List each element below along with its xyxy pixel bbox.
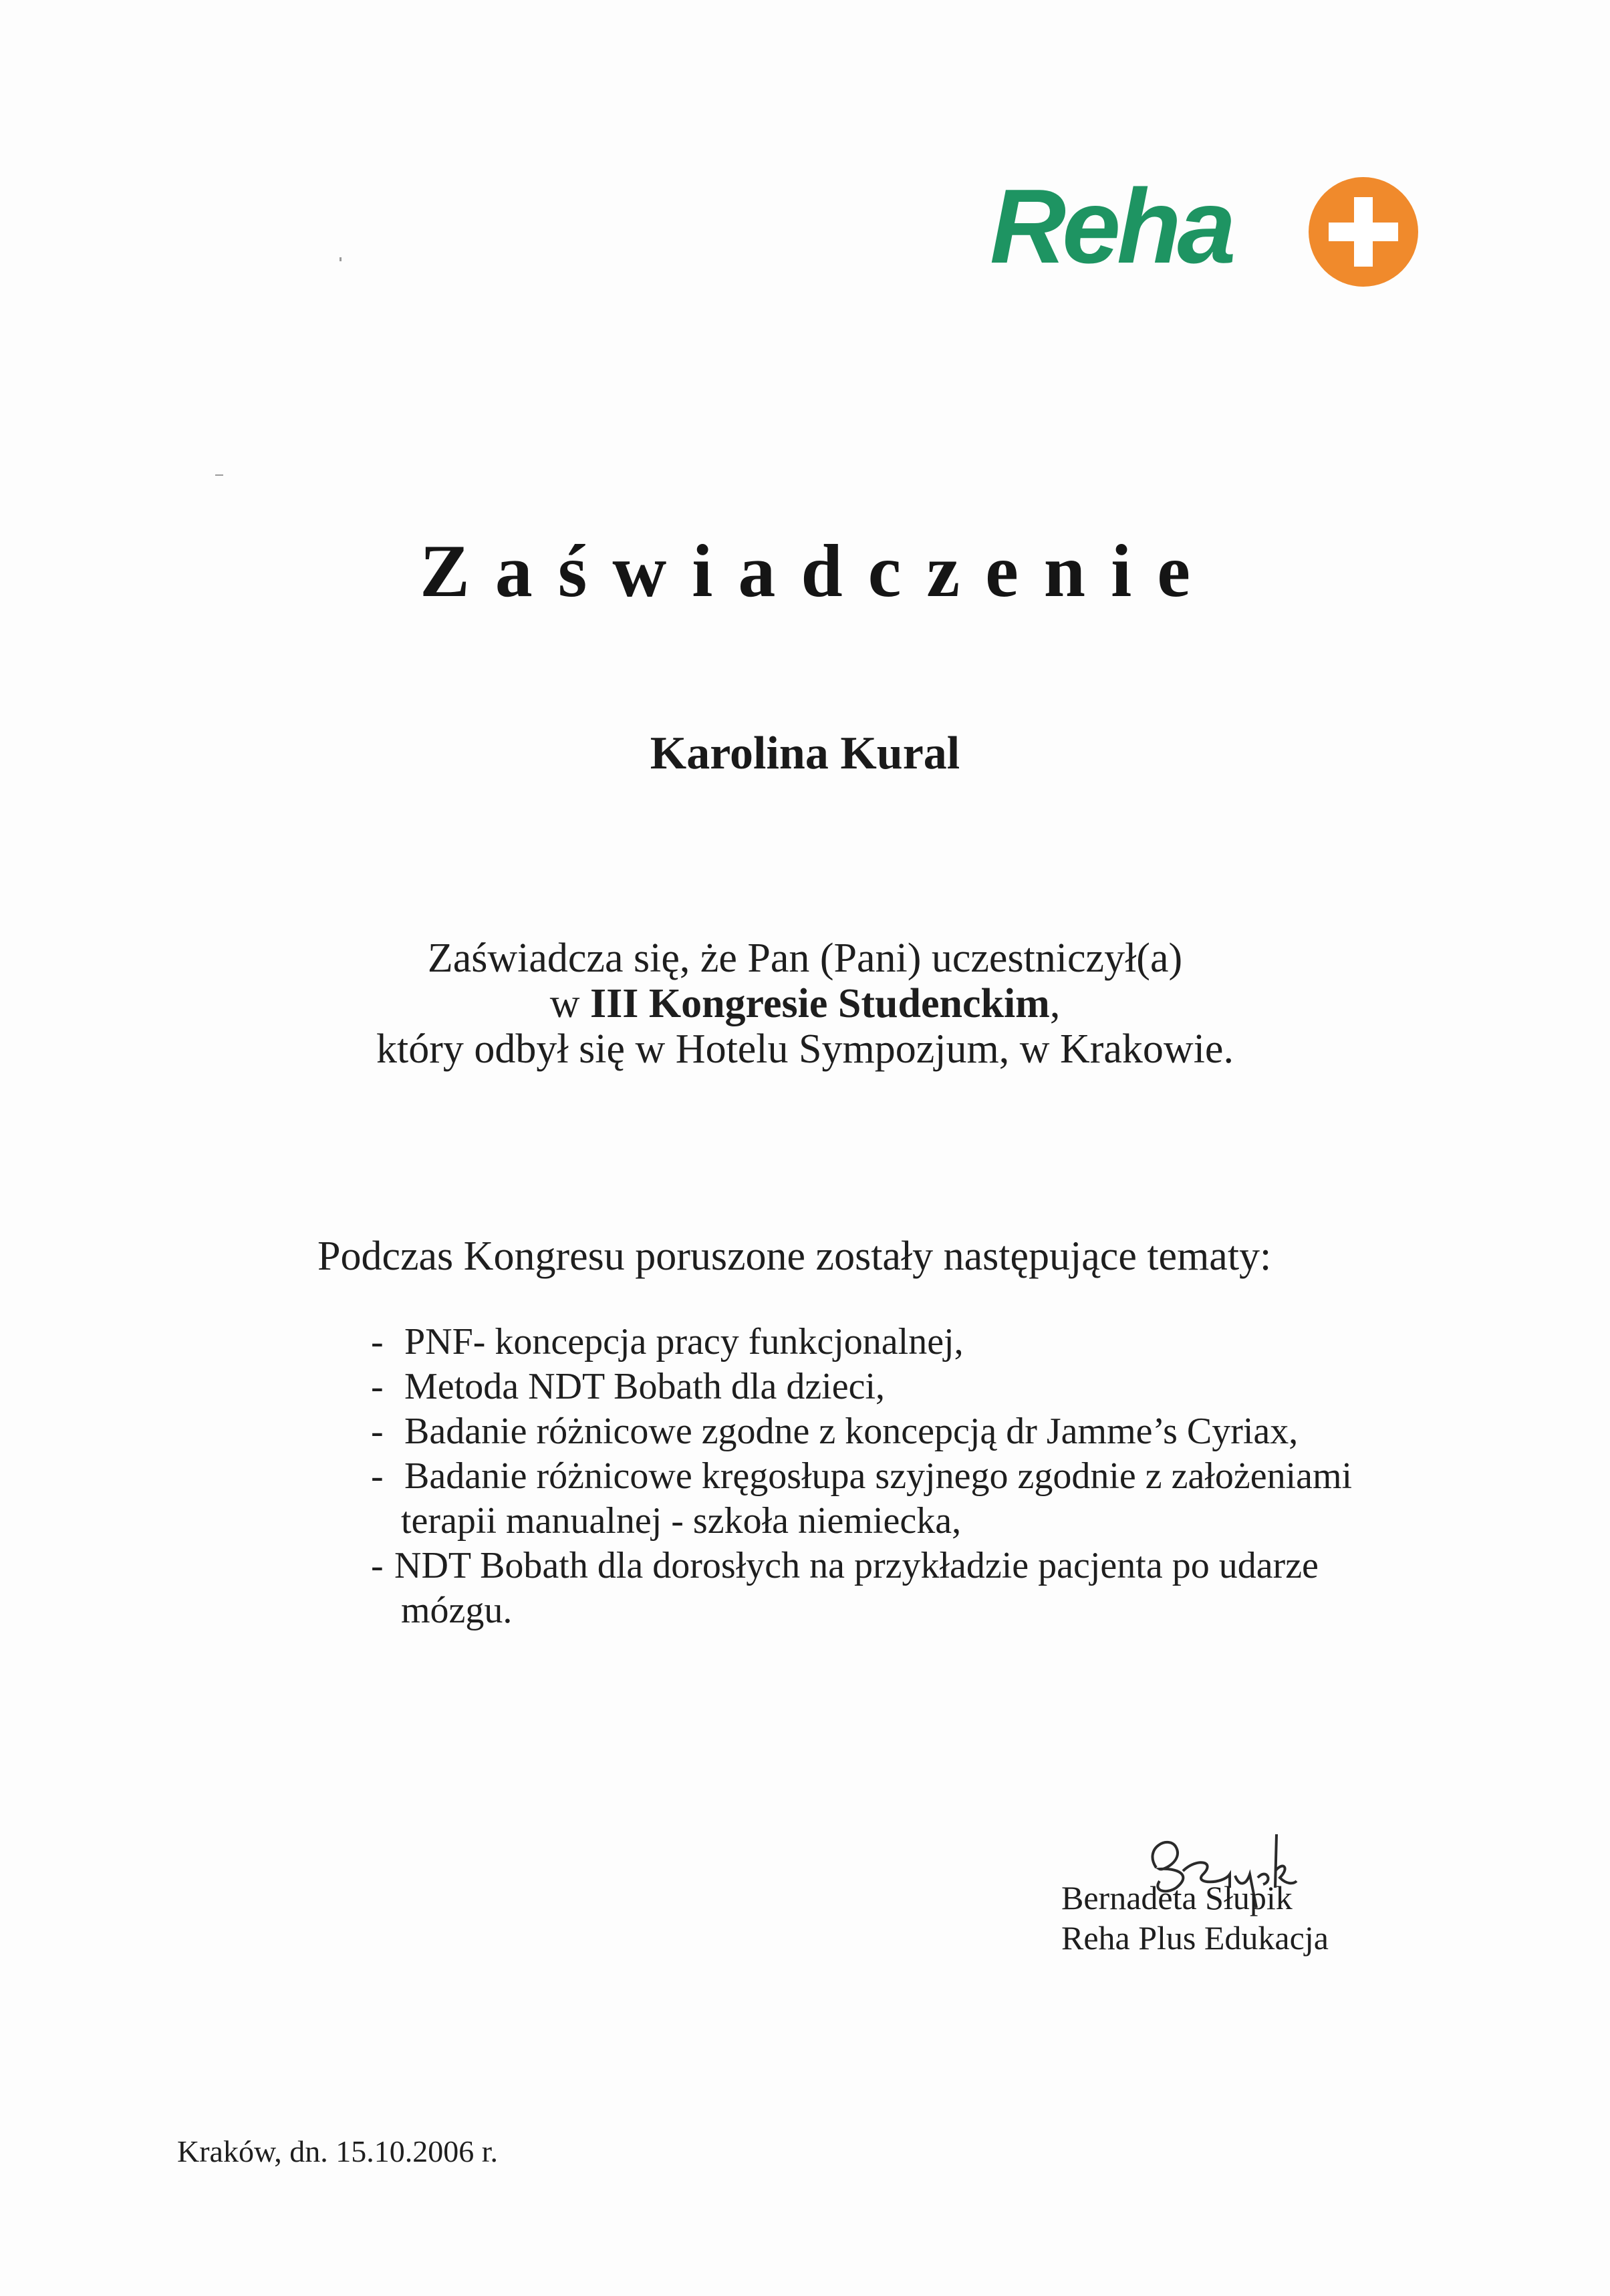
list-item: - Badanie różnicowe kręgosłupa szyjnego zgodnie z założeniami: [371, 1455, 1353, 1497]
paper-speck: [215, 474, 223, 476]
list-item-continuation: terapii manualnej - szkoła niemiecka,: [401, 1500, 962, 1542]
signer-organization: Reha Plus Edukacja: [1061, 1919, 1329, 1957]
place-and-date: Kraków, dn. 15.10.2006 r.: [177, 2134, 498, 2168]
list-item: - NDT Bobath dla dorosłych na przykładzie pacjenta po udarze: [371, 1545, 1319, 1586]
statement-line-2: [0, 981, 1610, 1026]
signer-name: Bernadeta Słupik: [1061, 1879, 1293, 1916]
event-name: III Kongresie Studenckim: [589, 981, 1050, 1026]
reha-plus-logo: [986, 157, 1427, 291]
signer-block: [1061, 1878, 1329, 1958]
topics-list: [371, 1320, 1440, 1633]
list-item: - Metoda NDT Bobath dla dzieci,: [371, 1366, 886, 1407]
recipient-name: Karolina Kural: [650, 728, 960, 779]
plus-icon: [1309, 177, 1418, 287]
statement-line-2-prefix: w: [549, 981, 580, 1026]
reha-plus-logo-graphic: [986, 157, 1427, 291]
statement-line-2-suffix: ,: [1049, 981, 1061, 1026]
topics-heading: Podczas Kongresu poruszone zostały następujące tematy:: [317, 1234, 1272, 1279]
logo-wordmark: Reha: [990, 168, 1232, 285]
certificate-title: Zaświadczenie: [420, 530, 1216, 613]
list-item-continuation: mózgu.: [401, 1590, 513, 1631]
list-item: - Badanie różnicowe zgodne z koncepcją dr Jamme’s Cyriax,: [371, 1411, 1299, 1452]
certificate-statement: [0, 936, 1610, 1072]
list-item: - PNF- koncepcja pracy funkcjonalnej,: [371, 1321, 964, 1362]
statement-line-3: który odbył się w Hotelu Sympozjum, w Krakowie.: [376, 1026, 1234, 1072]
statement-line-1: Zaświadcza się, że Pan (Pani) uczestniczył(a): [427, 936, 1183, 981]
paper-speck: [340, 257, 342, 261]
